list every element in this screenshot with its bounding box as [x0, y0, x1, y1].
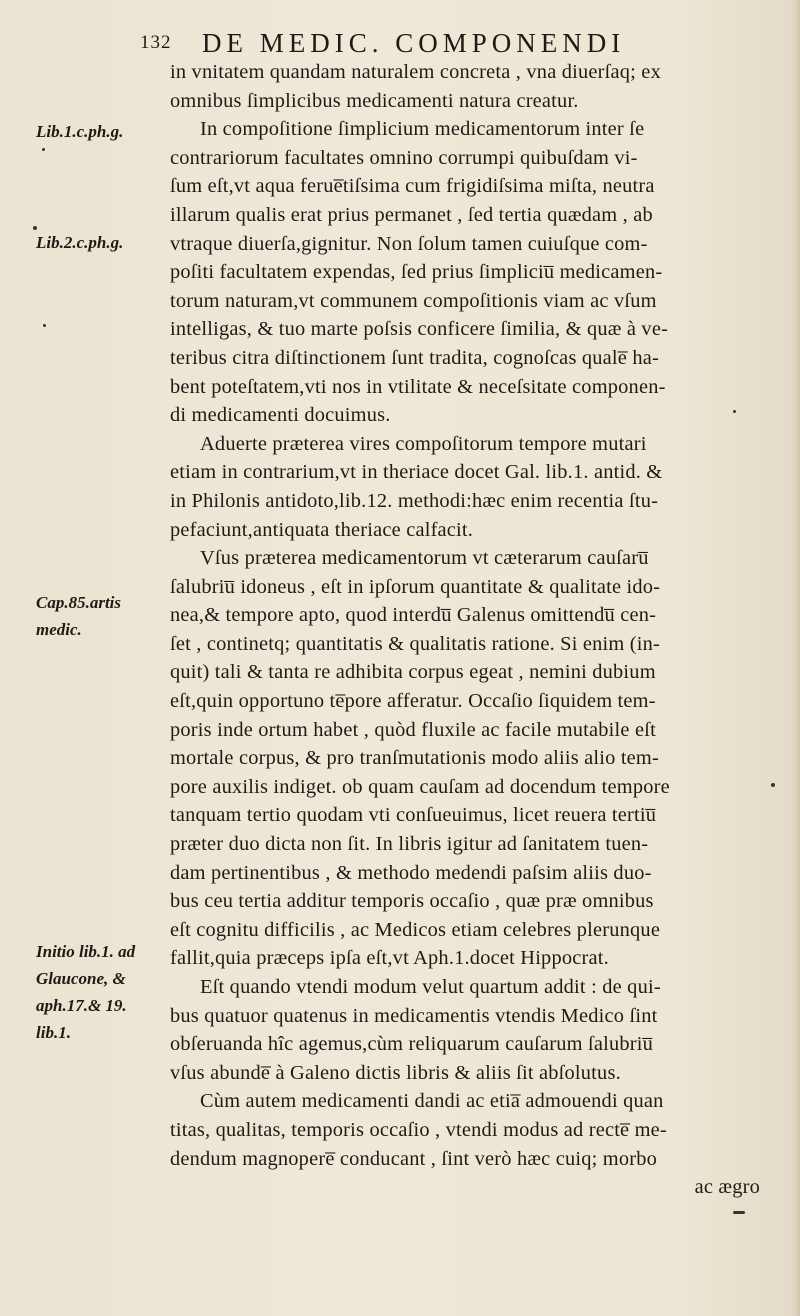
text-line: in Philonis antidoto,lib.12. methodi:hæc enim recentia ſtu- [170, 489, 659, 512]
text-line: intelligas, & tuo marte poſsis conficere ſimilia, & quæ à ve- [170, 318, 669, 341]
text-line: poris inde ortum habet , quòd fluxile ac facile mutabile eſt [170, 718, 656, 741]
text-line: bus ceu tertia additur temporis occaſio , quæ præ omnibus [170, 890, 654, 913]
marginal-note [36, 938, 166, 1046]
text-line: contrariorum facultates omnino corrumpi quibuſdam vi- [170, 146, 638, 169]
catchword: ac ægro [694, 1176, 760, 1199]
text-line: titas, qualitas, temporis occaſio , vtendi modus ad recte̅ me- [170, 1118, 667, 1141]
text-line: Eſt quando vtendi modum velut quartum addit : de qui- [200, 976, 661, 998]
ink-speck [733, 410, 736, 413]
text-line: vtraque diuerſa,gignitur. Non ſolum tamen cuiuſque com- [170, 232, 648, 255]
text-line: Aduerte præterea vires compoſitorum tempore mutari [200, 432, 647, 455]
page-number: 132 [140, 32, 172, 53]
text-line: obſeruanda hîc agemus,cùm reliquarum cauſarum ſalubriu̅ [170, 1033, 654, 1056]
text-line: Cùm autem medicamenti dandi ac etia̅ admouendi quan [200, 1090, 664, 1113]
text-line: ſet , continetq; quantitatis & qualitatis ratione. Si enim (in- [170, 632, 660, 655]
text-line: torum naturam,vt communem compoſitionis viam ac vſum [170, 289, 657, 312]
text-line: vſus abunde̅ à Galeno dictis libris & aliis ſit abſolutus. [170, 1061, 621, 1084]
text-line: dendum magnopere̅ conducant , ſint verò hæc cuiq; morbo [170, 1147, 658, 1170]
marginal-note-line: Lib.2.c.ph.g. [36, 233, 124, 252]
text-line: Vſus præterea medicamentorum vt cæterarum cauſaru̅ [200, 547, 649, 570]
marginal-note [36, 589, 166, 643]
marginal-note-line: lib.1. [36, 1023, 71, 1042]
text-line: pefaciunt,antiquata theriace calfacit. [170, 518, 474, 541]
text-line: nea,& tempore apto, quod interdu̅ Galenus omittendu̅ cen- [170, 604, 657, 627]
main-text [170, 58, 766, 1202]
text-line: bus quatuor quatenus in medicamentis vtendis Medico ſint [170, 1004, 658, 1027]
ink-speck [33, 226, 37, 230]
marginal-note [36, 229, 166, 256]
marginal-note-line: Cap.85.artis [36, 593, 122, 612]
text-line: in vnitatem quandam naturalem concreta , vna diuerſaq; ex [170, 61, 661, 83]
ink-speck [733, 1211, 745, 1214]
text-line: quit) tali & tanta re adhibita corpus egeat , nemini dubium [170, 661, 656, 684]
marginal-note-line: Glaucone, & [36, 969, 126, 988]
page-edge-shadow [790, 0, 800, 1316]
marginal-note [36, 118, 166, 145]
text-line: omnibus ſimplicibus medicamenti natura creatur. [170, 89, 579, 112]
text-line: pore auxilis indiget. ob quam cauſam ad docendum tempore [170, 775, 670, 798]
text-line: In compoſitione ſimplicium medicamentorum inter ſe [200, 118, 645, 141]
text-line: poſiti facultatem expendas, ſed prius ſimpliciu̅ medicamen- [170, 261, 663, 284]
text-line: mortale corpus, & pro tranſmutationis modo aliis alio tem- [170, 747, 659, 770]
text-line: eſt,quin opportuno te̅pore afferatur. Occaſio ſiquidem tem- [170, 690, 656, 713]
marginal-note-line: medic. [36, 620, 82, 639]
page-header [140, 28, 780, 62]
running-title: DE MEDIC. COMPONENDI [202, 28, 626, 58]
text-line: illarum qualis erat prius permanet , ſed tertia quædam , ab [170, 203, 653, 226]
text-line: præter duo dicta non ſit. In libris igitur ad ſanitatem tuen- [170, 833, 649, 856]
text-line: tanquam tertio quodam vti conſueuimus, licet reuera tertiu̅ [170, 804, 657, 827]
text-line: fallit,quia præceps ipſa eſt,vt Aph.1.docet Hippocrat. [170, 947, 609, 970]
text-line: etiam in contrarium,vt in theriace docet Gal. lib.1. antid. & [170, 461, 663, 484]
ink-speck [771, 783, 775, 787]
text-line: ſum eſt,vt aqua ferue̅tiſsima cum frigidiſsima miſta, neutra [170, 175, 655, 198]
text-line: eſt cognitu difficilis , ac Medicos etiam celebres plerunque [170, 918, 661, 941]
ink-speck [42, 148, 45, 151]
text-line: dam pertinentibus , & methodo medendi paſsim aliis duo- [170, 861, 652, 884]
marginal-note-line: Initio lib.1. ad [36, 942, 136, 961]
text-line: ſalubriu̅ idoneus , eſt in ipſorum quantitate & qualitate ido- [170, 575, 661, 598]
ink-speck [43, 324, 46, 327]
text-line: bent poteſtatem,vti nos in vtilitate & neceſsitate componen- [170, 375, 666, 398]
text-line: teribus citra diſtinctionem ſunt tradita, cognoſcas quale̅ ha- [170, 346, 659, 369]
marginal-note-line: aph.17.& 19. [36, 996, 127, 1015]
marginal-note-line: Lib.1.c.ph.g. [36, 122, 124, 141]
text-line: di medicamenti docuimus. [170, 404, 391, 427]
